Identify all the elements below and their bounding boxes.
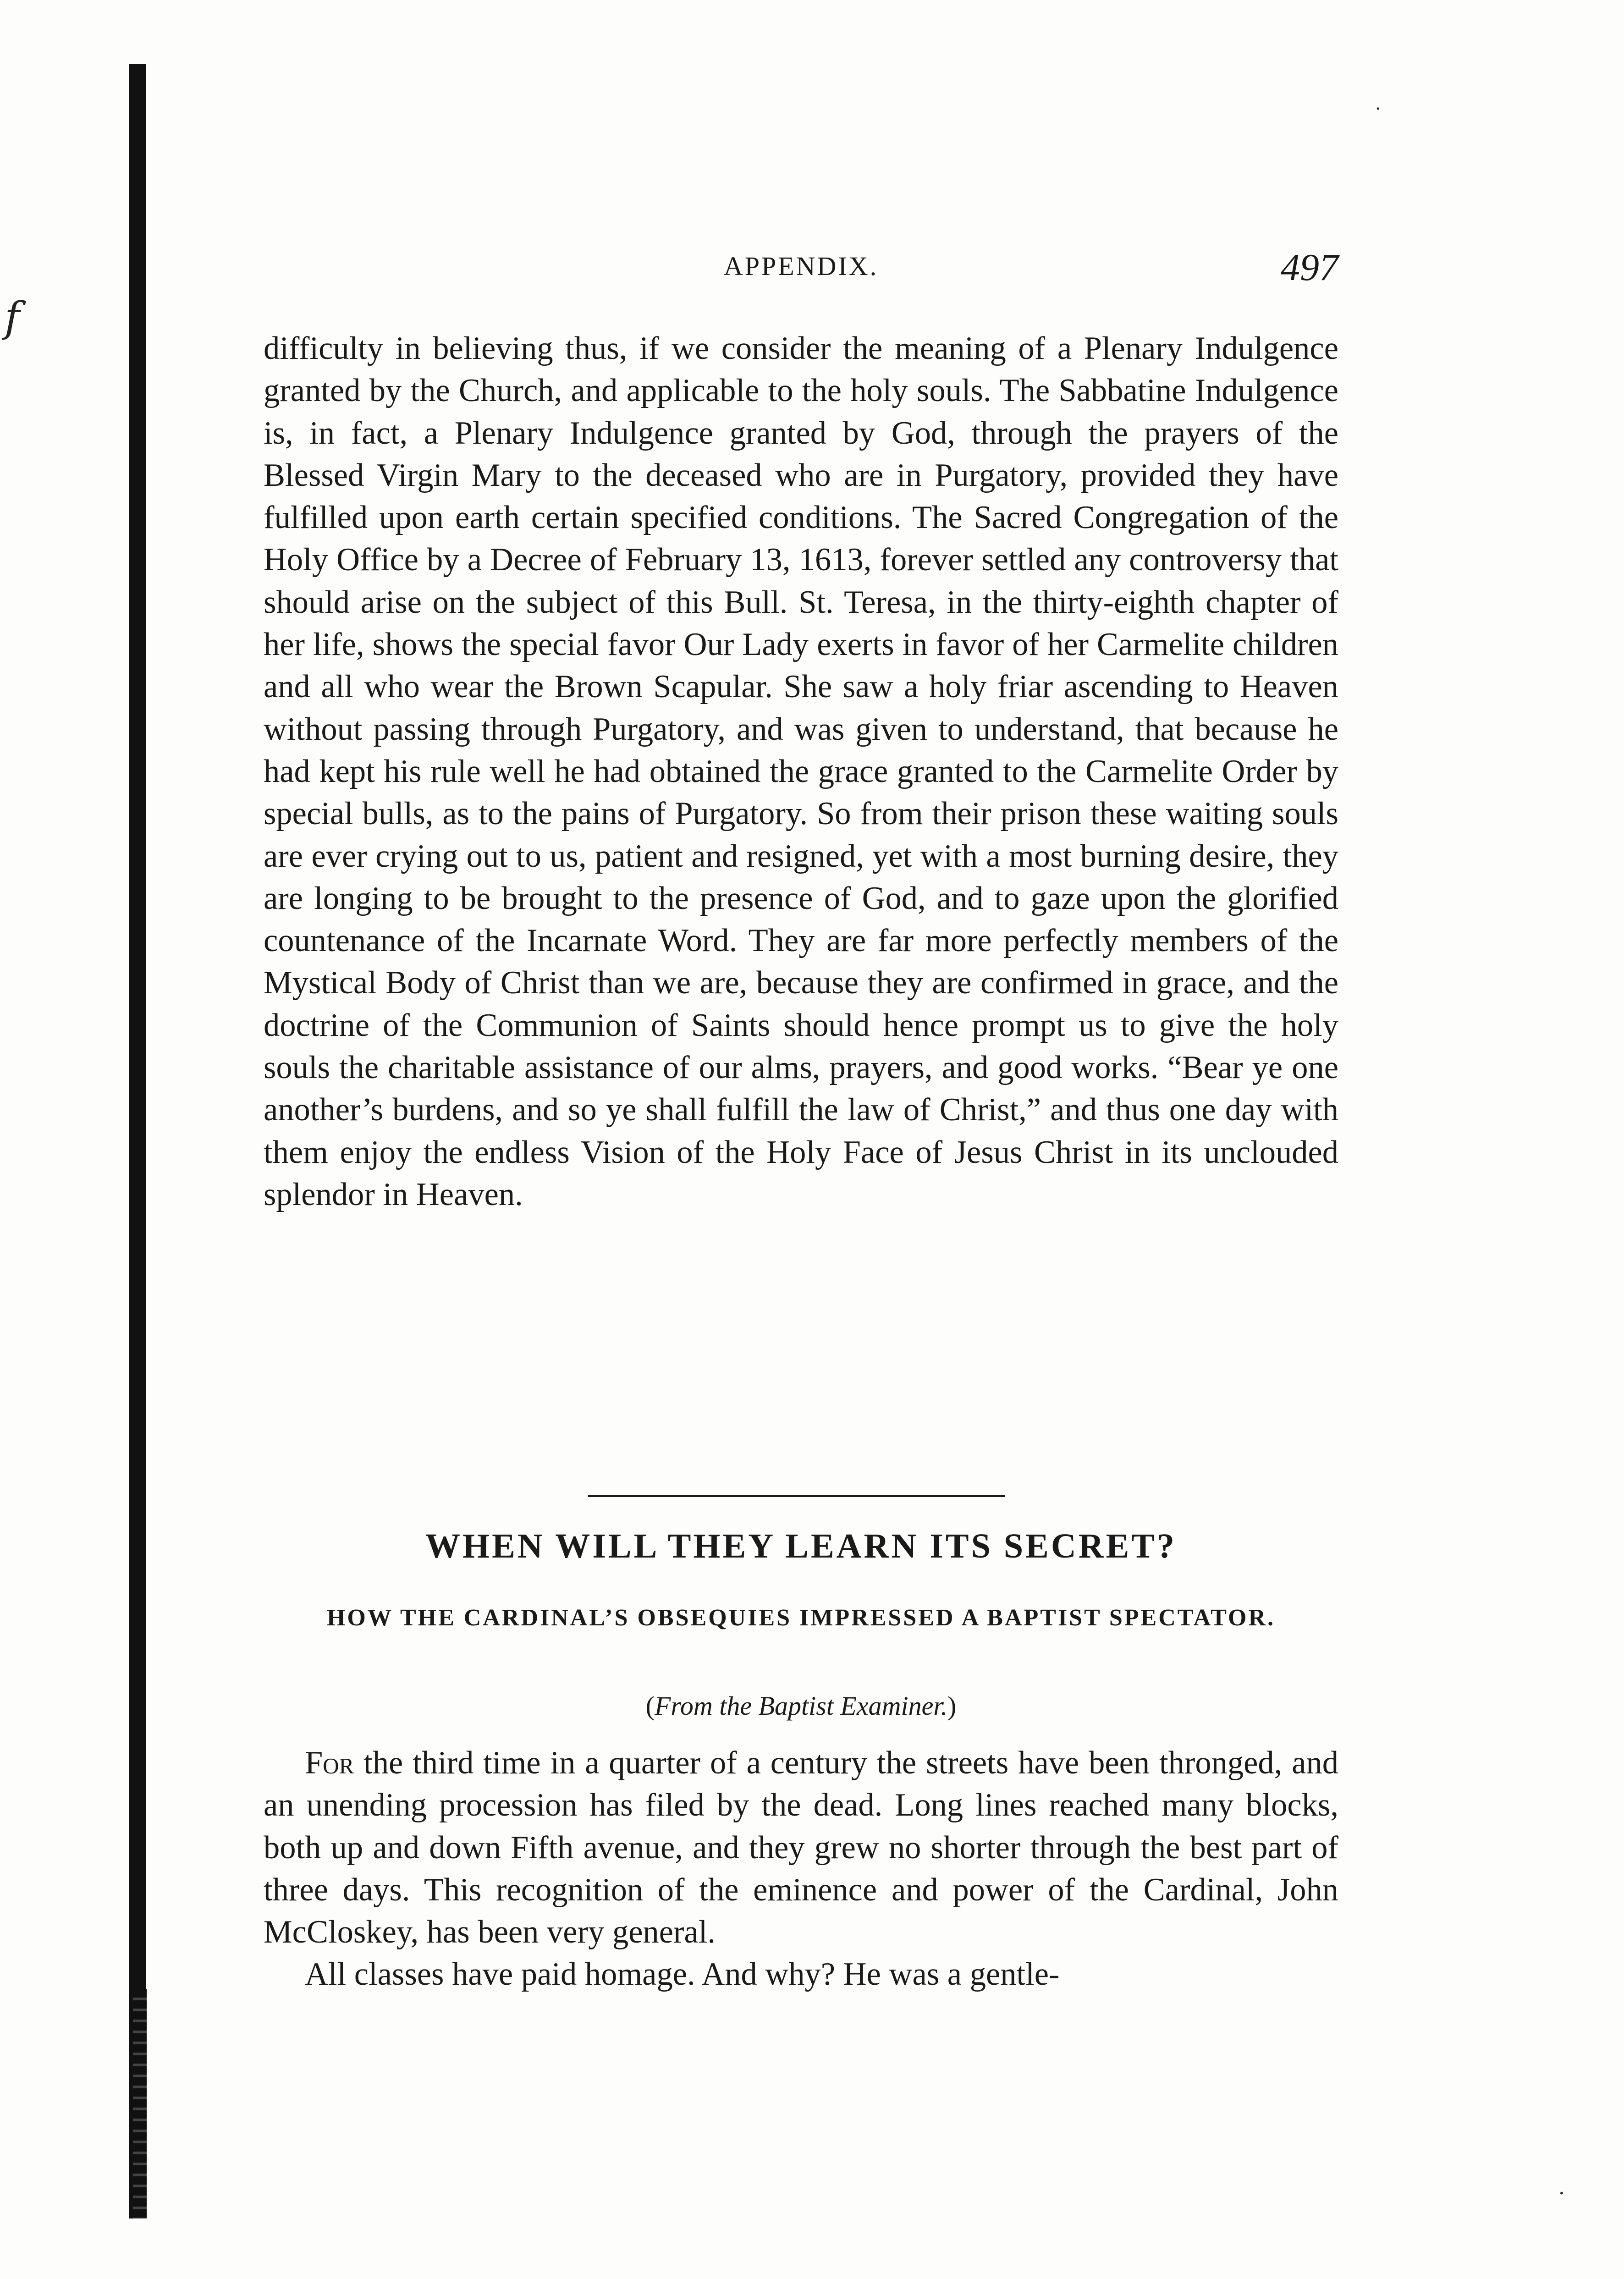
article-source xyxy=(264,1690,1338,1721)
continuation-paragraph: difficulty in believing thus, if we consider the meaning of a Plenary Indulgence granted by the Church, and applicable to the holy souls. The Sabbatine Indulgence is, in fact, a Plenary Indulgence granted by God, through the prayers of the Blessed Virgin Mary to the deceased who are in Purgatory, provided they have fulfilled upon earth certain specified conditions. The Sacred Congregation of the Holy Office by a Decree of February 13, 1613, forever settled any controversy that should arise on the subject of this Bull. St. Teresa, in the thirty-eighth chapter of her life, shows the special favor Our Lady exerts in favor of her Carmelite children and all who wear the Brown Scapular. She saw a holy friar ascending to Heaven without passing through Purgatory, and was given to understand, that because he had kept his rule well he had obtained the grace granted to the Carmelite Order by special bulls, as to the pains of Purgatory. So from their prison these waiting souls are ever crying out to us, patient and resigned, yet with a most burning desire, they are longing to be brought to the presence of God, and to gaze upon the glorified countenance of the Incarnate Word. They are far more perfectly members of the Mystical Body of Christ than we are, because they are confirmed in grace, and the doctrine of the Communion of Saints should hence prompt us to give the holy souls the charitable assistance of our alms, prayers, and good works. “Bear ye one another’s burdens, and so ye shall fulfill the law of Christ,” and thus one day with them enjoy the endless Vision of the Holy Face of Jesus Christ in its unclouded splendor in Heaven. xyxy=(264,330,1338,1212)
article-subtitle: HOW THE CARDINAL’S OBSEQUIES IMPRESSED A BAPTIST SPECTATOR. xyxy=(326,1605,1276,1631)
article-body xyxy=(264,1742,1338,1996)
running-title: APPENDIX. xyxy=(723,251,879,281)
paragraph-text: the third time in a quarter of a century the streets have been thronged, and an unending procession has filed by the dead. Long lines reached many blocks, both up and down Fifth avenue, and they grew no shorter through the best part of three days. This recognition of the eminence and power of the Cardinal, John McCloskey, has been very general. xyxy=(264,1745,1338,1950)
paragraph-lead: For xyxy=(305,1745,354,1781)
margin-mark: · xyxy=(1375,99,1381,120)
source-open-paren: ( xyxy=(645,1691,655,1721)
binding-shadow xyxy=(129,64,146,2218)
continuation-text xyxy=(264,327,1338,1216)
article-paragraph xyxy=(264,1742,1338,1953)
source-name: From the Baptist Examiner. xyxy=(655,1691,947,1721)
page-number: 497 xyxy=(1281,246,1338,289)
article-title: WHEN WILL THEY LEARN ITS SECRET? xyxy=(425,1527,1177,1565)
section-divider xyxy=(588,1495,1005,1497)
margin-mark: f xyxy=(5,293,20,341)
running-head xyxy=(264,245,1338,296)
margin-mark: · xyxy=(1558,2182,1565,2205)
source-close-paren: ) xyxy=(947,1691,957,1721)
article-paragraph: All classes have paid homage. And why? He was a gentle- xyxy=(305,1956,1060,1993)
